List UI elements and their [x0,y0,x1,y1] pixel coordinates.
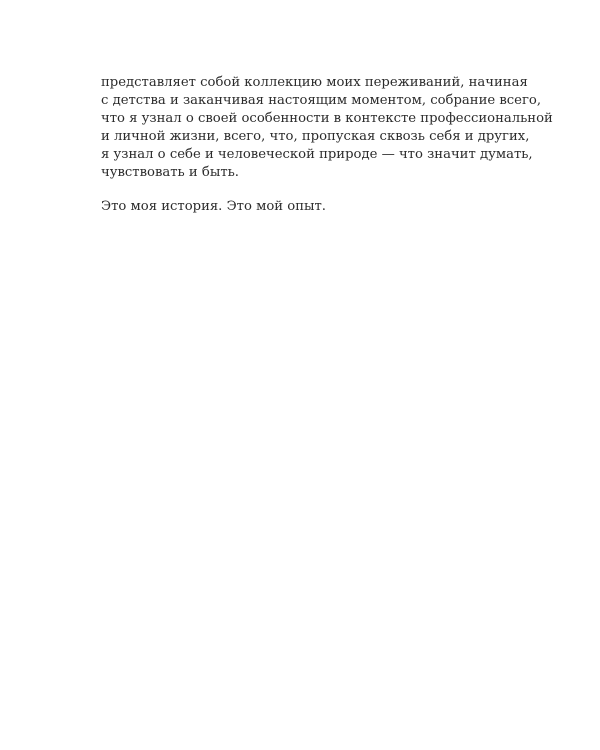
paragraph-2: Это моя история. Это мой опыт. [101,199,326,214]
paragraph-1-line-6: чувствовать и быть. [101,165,239,180]
paragraph-1-line-3: что я узнал о своей особенности в контексте профессиональной [101,111,553,126]
paragraph-1-line-5: я узнал о себе и человеческой природе — что значит думать, [101,147,533,162]
paragraph-1-line-4: и личной жизни, всего, что, пропуская сквозь себя и других, [101,129,530,144]
paragraph-1 [101,74,553,182]
paragraph-1-line-1: представляет собой коллекцию моих переживаний, начиная [101,75,528,90]
text-block [101,74,553,216]
paragraph-1-line-2: с детства и заканчивая настоящим моментом, собрание всего, [101,93,542,108]
